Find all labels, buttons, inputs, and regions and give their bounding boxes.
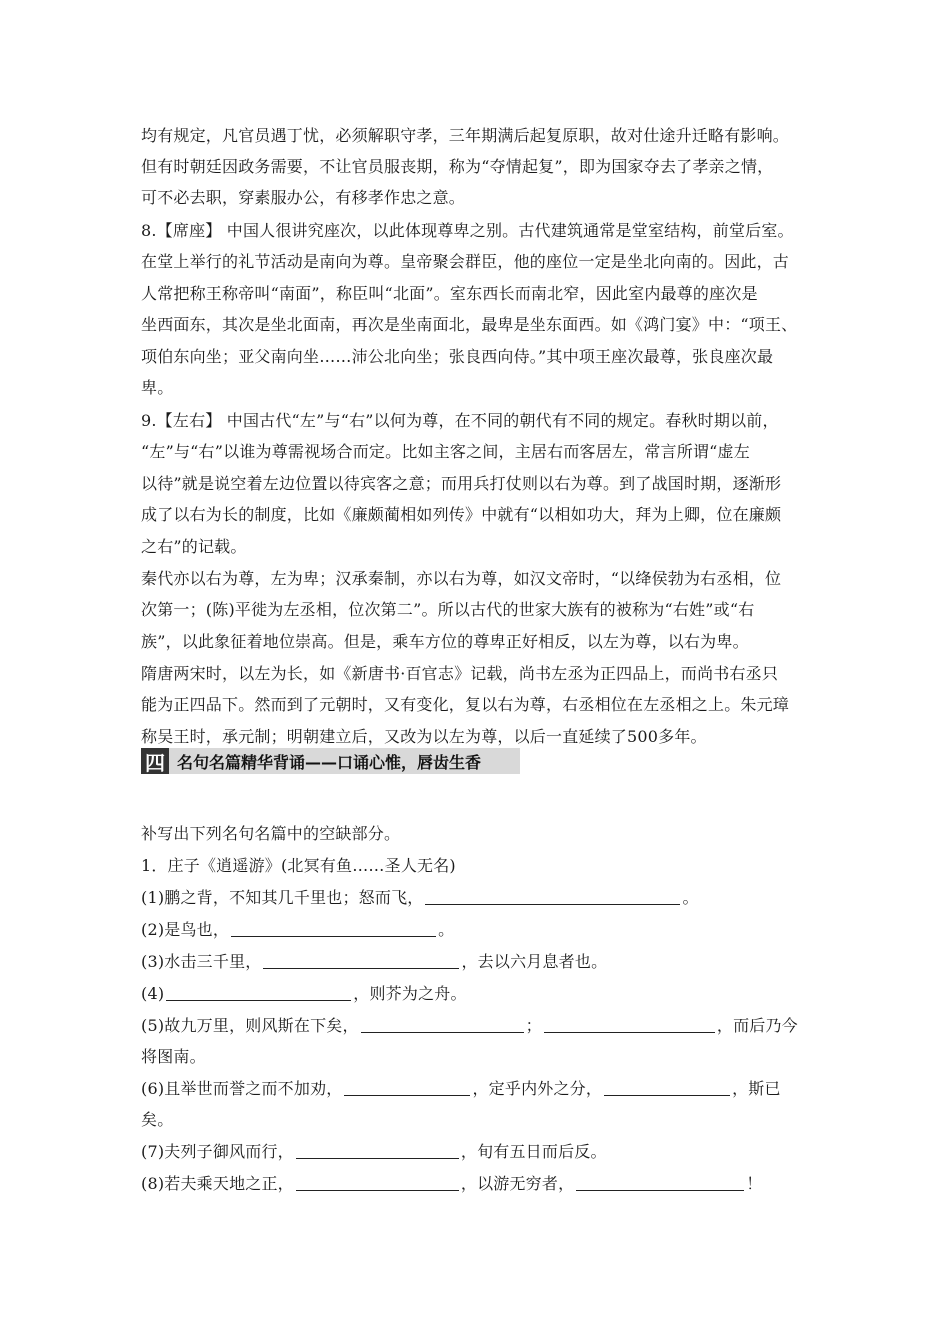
question-5: [141, 1014, 821, 1038]
text-line: 族”，以此象征着地位崇高。但是，乘车方位的尊卑正好相反，以左为尊，以右为卑。: [141, 632, 749, 651]
question-5-cont: 将图南。: [141, 1047, 206, 1066]
answer-blank[interactable]: [604, 1079, 730, 1096]
question-text: (1)鹏之背，不知其几千里也；怒而飞，: [141, 888, 424, 907]
section-title: 名句名篇精华背诵——口诵心惟，唇齿生香: [177, 752, 482, 772]
exercise-heading: 1．庄子《逍遥游》(北冥有鱼……圣人无名): [141, 856, 456, 875]
question-text: (6)且举世而誉之而不加劝，: [141, 1079, 343, 1098]
text-line: 以待”就是说空着左边位置以待宾客之意；而用兵打仗则以右为尊。到了战国时期，逐渐形: [141, 474, 782, 493]
question-text: (2)是鸟也，: [141, 920, 230, 939]
question-text: 。: [438, 920, 455, 939]
question-text: ，旬有五日而后反。: [460, 1142, 607, 1161]
text-line: “左”与“右”以谁为尊需视场合而定。比如主客之间，主居右而客居左，常言所谓“虚左: [141, 442, 750, 461]
question-text: ，定乎内外之分，: [472, 1079, 603, 1098]
question-6: [141, 1077, 821, 1101]
question-3: [141, 950, 821, 974]
text-line: 项伯东向坐；亚父南向坐……沛公北向坐；张良西向侍。”其中项王座次最尊，张良座次最: [141, 347, 774, 366]
text-line: 9.【左右】 中国古代“左”与“右”以何为尊，在不同的朝代有不同的规定。春秋时期以前，: [141, 411, 779, 430]
question-text: ，则芥为之舟。: [353, 984, 467, 1003]
question-text: 。: [682, 888, 699, 907]
text-line: 隋唐两宋时，以左为长，如《新唐书·百官志》记载，尚书左丞为正四品上，而尚书右丞只: [141, 664, 779, 683]
answer-blank[interactable]: [231, 920, 436, 937]
section-number: 四: [141, 748, 169, 774]
text-line: 卑。: [141, 378, 174, 397]
text-line: 次第一；(陈)平徙为左丞相，位次第二”。所以古代的世家大族有的被称为“右姓”或“右: [141, 600, 755, 619]
question-2: [141, 918, 821, 942]
answer-blank[interactable]: [361, 1016, 524, 1033]
answer-blank[interactable]: [544, 1016, 715, 1033]
exercise-instruction: 补写出下列名句名篇中的空缺部分。: [141, 824, 401, 843]
text-line: 但有时朝廷因政务需要，不让官员服丧期，称为“夺情起复”，即为国家夺去了孝亲之情，: [141, 157, 774, 176]
question-text: (3)水击三千里，: [141, 952, 262, 971]
question-text: ，去以六月息者也。: [461, 952, 608, 971]
text-line: 能为正四品下。然而到了元朝时，又有变化，复以右为尊，右丞相位在左丞相之上。朱元璋: [141, 695, 790, 714]
text-line: 8.【席座】 中国人很讲究座次，以此体现尊卑之别。古代建筑通常是堂室结构，前堂后室。: [141, 221, 794, 240]
answer-blank[interactable]: [425, 888, 680, 905]
answer-blank[interactable]: [576, 1174, 744, 1191]
text-line: 成了以右为长的制度，比如《廉颇蔺相如列传》中就有“以相如功大，拜为上卿，位在廉颇: [141, 505, 782, 524]
question-1: [141, 886, 821, 910]
answer-blank[interactable]: [296, 1142, 459, 1159]
text-line: 坐西面东，其次是坐北面南，再次是坐南面北，最卑是坐东面西。如《鸿门宴》中：“项王、: [141, 315, 798, 334]
text-line: 称吴王时，承元制；明朝建立后，又改为以左为尊，以后一直延续了500多年。: [141, 727, 707, 746]
question-text: ！: [746, 1174, 763, 1193]
text-line: 可不必去职，穿素服办公，有移孝作忠之意。: [141, 188, 466, 207]
answer-blank[interactable]: [263, 952, 459, 969]
question-text: ，以游无穷者，: [460, 1174, 575, 1193]
question-text: (4): [141, 984, 165, 1003]
section-header: [141, 748, 520, 774]
text-line: 均有规定，凡官员遇丁忧，必须解职守孝，三年期满后起复原职，故对仕途升迁略有影响。: [141, 126, 790, 145]
text-line: 在堂上举行的礼节活动是南向为尊。皇帝聚会群臣，他的座位一定是坐北向南的。因此，古: [141, 252, 790, 271]
question-text: (7)夫列子御风而行，: [141, 1142, 294, 1161]
question-text: (8)若夫乘天地之正，: [141, 1174, 294, 1193]
text-line: 秦代亦以右为尊，左为卑；汉承秦制，亦以右为尊，如汉文帝时，“以绛侯勃为右丞相，位: [141, 569, 782, 588]
text-line: 之右”的记载。: [141, 537, 247, 556]
question-6-cont: 矣。: [141, 1110, 174, 1129]
answer-blank[interactable]: [344, 1079, 470, 1096]
question-7: [141, 1140, 821, 1164]
question-text: ，而后乃今: [716, 1016, 798, 1035]
text-line: 人常把称王称帝叫“南面”，称臣叫“北面”。室东西长而南北窄，因此室内最尊的座次是: [141, 284, 758, 303]
question-text: (5)故九万里，则风斯在下矣，: [141, 1016, 359, 1035]
question-text: ；: [525, 1016, 542, 1035]
question-8: [141, 1172, 821, 1196]
answer-blank[interactable]: [166, 984, 351, 1001]
question-text: ，斯已: [732, 1079, 781, 1098]
answer-blank[interactable]: [296, 1174, 459, 1191]
question-4: [141, 982, 821, 1006]
